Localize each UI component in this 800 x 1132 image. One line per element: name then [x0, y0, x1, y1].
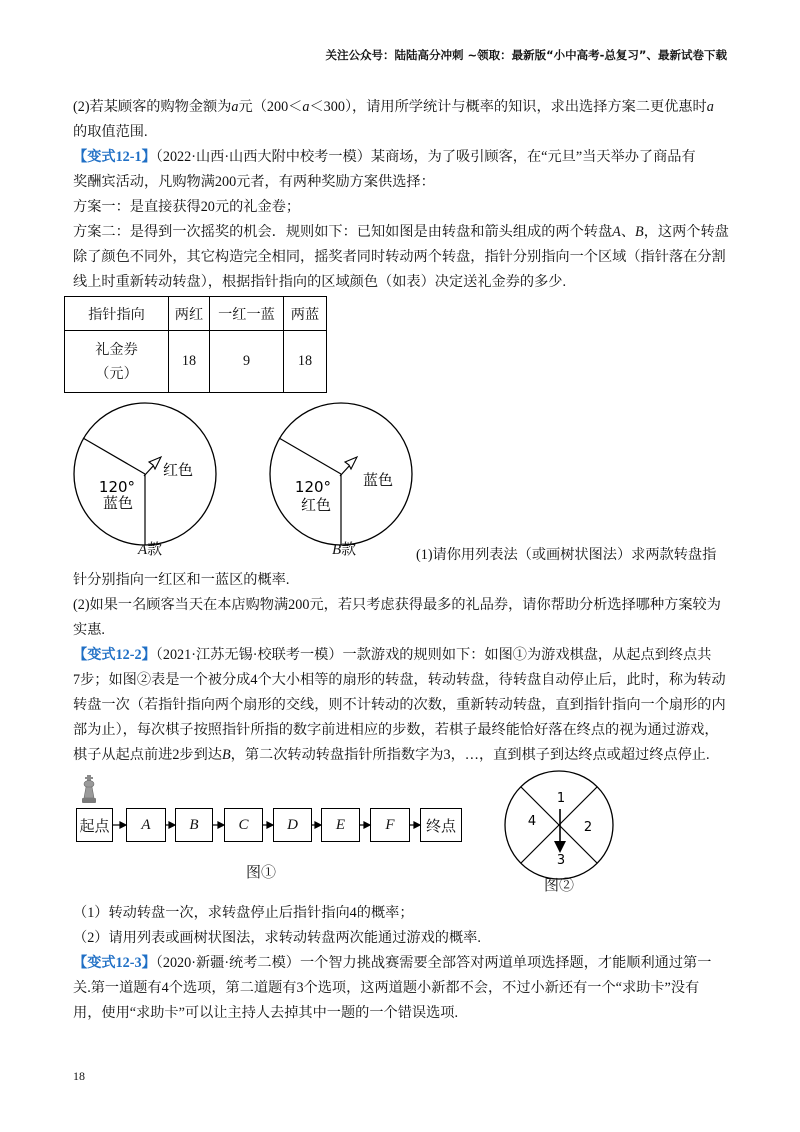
variant-12-2-line-3: 转盘一次（若指针指向两个扇形的交线，则不计转动的次数，重新转动转盘，直到指针指向一个扇形的内: [73, 697, 726, 713]
variable-A: A: [612, 224, 621, 240]
caption-text: 款: [147, 542, 163, 558]
variable-a: a: [231, 99, 239, 115]
board-arrows: [70, 800, 470, 850]
board-cell-d: D: [273, 808, 312, 842]
board-cell-c: C: [224, 808, 263, 842]
board-cell-start: 起点: [76, 808, 113, 842]
board-cell-f: F: [370, 808, 410, 842]
variant-12-1-line-3: 方案一：是直接获得20元的礼金卷；: [73, 199, 301, 215]
spinner-wheels-figure: [60, 398, 394, 550]
table-cell: 9: [210, 331, 284, 393]
variant-label: 【变式12-3】: [73, 955, 156, 971]
text-segment: 方案二：是得到一次摇奖的机会．规则如下：已知如图是由转盘和箭头组成的两个转盘: [73, 224, 613, 240]
sector-number-2: 2: [583, 820, 593, 835]
wheel-b-divider-upleft: [279, 438, 341, 474]
wheel-b-right-label: 蓝色: [362, 471, 394, 489]
variant-12-2-line-5: [73, 746, 710, 764]
wheel-a-caption: [138, 541, 162, 559]
variant-12-1-line-2: 奖酬宾活动，凡购物满200元者，有两种奖励方案供选择：: [73, 174, 435, 190]
wheel-a-angle-label: 120°: [98, 478, 136, 496]
variable-B: B: [221, 747, 231, 763]
text-segment: ，这两个转盘: [643, 224, 729, 240]
part2-line-1: [73, 98, 714, 116]
board-cell-e: E: [321, 808, 360, 842]
variant-12-1-question-1a: (1)请你用列表法（或画树状图法）求两款转盘指: [416, 547, 717, 563]
sector-number-3: 3: [556, 853, 566, 868]
table-header-cell: 一红一蓝: [210, 297, 284, 331]
text-segment: 棋子从起点前进2步到达: [73, 747, 222, 763]
sector-number-1: 1: [556, 791, 566, 806]
variant-12-3-line-2: 关.第一道题有4个选项，第二道题有3个选项，这两道题小新都不会，不过小新还有一个“求助卡”没有: [73, 980, 700, 996]
board-cell-a: A: [126, 808, 166, 842]
variable-a: a: [706, 99, 714, 115]
arrow-right-icon: [120, 822, 126, 828]
variant-label: 【变式12-1】: [73, 149, 156, 165]
wheel-a-right-label: 红色: [162, 461, 194, 479]
part2-line-2: 的取值范围.: [73, 124, 148, 140]
board-cell-b: B: [175, 808, 213, 842]
pointer-arrow-icon: [144, 457, 161, 476]
page-header: 关注公众号：陆陆高分冲刺 ~领取：最新版“小中高考-总复习”、最新试卷下载: [325, 48, 727, 62]
wheel-a: [74, 403, 216, 545]
arrow-right-icon: [364, 822, 370, 828]
pointer-arrow-icon: [340, 457, 357, 476]
variant-12-3-line-1: [73, 954, 711, 972]
variant-12-1-line-5: 除了颜色不同外，其它构造完全相同，摇奖者同时转动两个转盘，指针分别指向一个区域（指针落在分割: [73, 249, 726, 265]
variant-12-1-question-1b: 针分别指向一红区和一蓝区的概率.: [73, 572, 290, 588]
variant-12-1-question-2a: (2)如果一名顾客当天在本店购物满200元，若只考虑获得最多的礼品券，请你帮助分析选择哪种方案较为: [73, 597, 721, 613]
variant-12-2-question-2: （2）请用列表或画树状图法，求转动转盘两次能通过游戏的概率.: [73, 930, 481, 946]
table-cell: 18: [284, 331, 327, 393]
table-header-cell: 两蓝: [284, 297, 327, 331]
arrow-right-icon: [169, 822, 175, 828]
page-number: 18: [73, 1069, 85, 1083]
variant-12-1-line-4: [73, 223, 729, 241]
table-cell: 18: [169, 331, 210, 393]
wheel-b: [270, 403, 412, 545]
figure-2-caption: 图②: [544, 878, 575, 894]
variant-label: 【变式12-2】: [73, 647, 156, 663]
variant-12-2-line-4: 部为止），每次棋子按照指针所指的数字前进相应的步数，若棋子最终能恰好落在终点的视为通过游戏，: [73, 722, 719, 738]
table-header-cell: 指针指向: [65, 297, 169, 331]
wheel-b-left-label: 红色: [300, 496, 332, 514]
board-cell-end: 终点: [420, 808, 462, 842]
caption-text: 款: [341, 542, 357, 558]
wheel-a-divider-upleft: [83, 438, 145, 474]
table-header-row: [65, 297, 327, 331]
row-label-line-1: 礼金券: [95, 341, 138, 358]
arrow-right-icon: [315, 822, 321, 828]
figure-1-caption: 图①: [246, 865, 277, 881]
text-segment: （2021·江苏无锡·校联考一模）一款游戏的规则如下：如图①为游戏棋盘，从起点到终点共: [155, 647, 712, 663]
text-segment: （2022·山西·山西大附中校考一模）某商场，为了吸引顾客，在“元旦”当天举办了商品有: [155, 149, 696, 165]
caption-letter: A: [138, 542, 148, 558]
wheel-b-angle-label: 120°: [294, 478, 332, 496]
variant-12-3-line-3: 用，使用“求助卡”可以让主持人去掉其中一题的一个错误选项.: [73, 1005, 459, 1021]
variant-12-1-line-1: [73, 148, 696, 166]
variant-12-1-question-2b: 实惠.: [73, 622, 105, 638]
sector-number-4: 4: [527, 814, 537, 829]
arrow-right-icon: [218, 822, 224, 828]
text-segment: 、: [620, 224, 636, 240]
four-sector-spinner: [500, 765, 620, 885]
wheel-b-caption: [332, 541, 356, 559]
table-row-label: [65, 331, 169, 393]
text-segment: (2)若某顾客的购物金额为: [73, 99, 232, 115]
wheel-a-left-label: 蓝色: [102, 494, 134, 512]
arrow-right-icon: [414, 822, 420, 828]
text-segment: ，第二次转动转盘指针所指数字为3，…，直到棋子到达终点或超过终点停止.: [230, 747, 710, 763]
arrow-right-icon: [267, 822, 273, 828]
variant-12-2-line-2: 7步；如图②表是一个被分成4个大小相等的扇形的转盘，转动转盘，待转盘自动停止后，此时，称为转动: [73, 672, 726, 688]
gift-voucher-table: [64, 296, 327, 393]
caption-letter: B: [332, 542, 342, 558]
variant-12-2-line-1: [73, 646, 711, 664]
text-segment: （2020·新疆·统考二模）一个智力挑战赛需要全部答对两道单项选择题，才能顺利通过第一: [155, 955, 712, 971]
text-segment: 元（200＜: [238, 99, 303, 115]
variable-a: a: [302, 99, 310, 115]
variant-12-2-question-1: （1）转动转盘一次，求转盘停止后指针指向4的概率；: [73, 905, 414, 921]
row-label-line-2: （元）: [95, 365, 138, 382]
variable-B: B: [635, 224, 644, 240]
table-header-cell: 两红: [169, 297, 210, 331]
text-segment: ＜300），请用所学统计与概率的知识，求出选择方案二更优惠时: [309, 99, 707, 115]
variant-12-1-line-6: 线上时重新转动转盘），根据指针指向的区域颜色（如表）决定送礼金券的多少.: [73, 274, 567, 290]
table-row: [65, 331, 327, 393]
